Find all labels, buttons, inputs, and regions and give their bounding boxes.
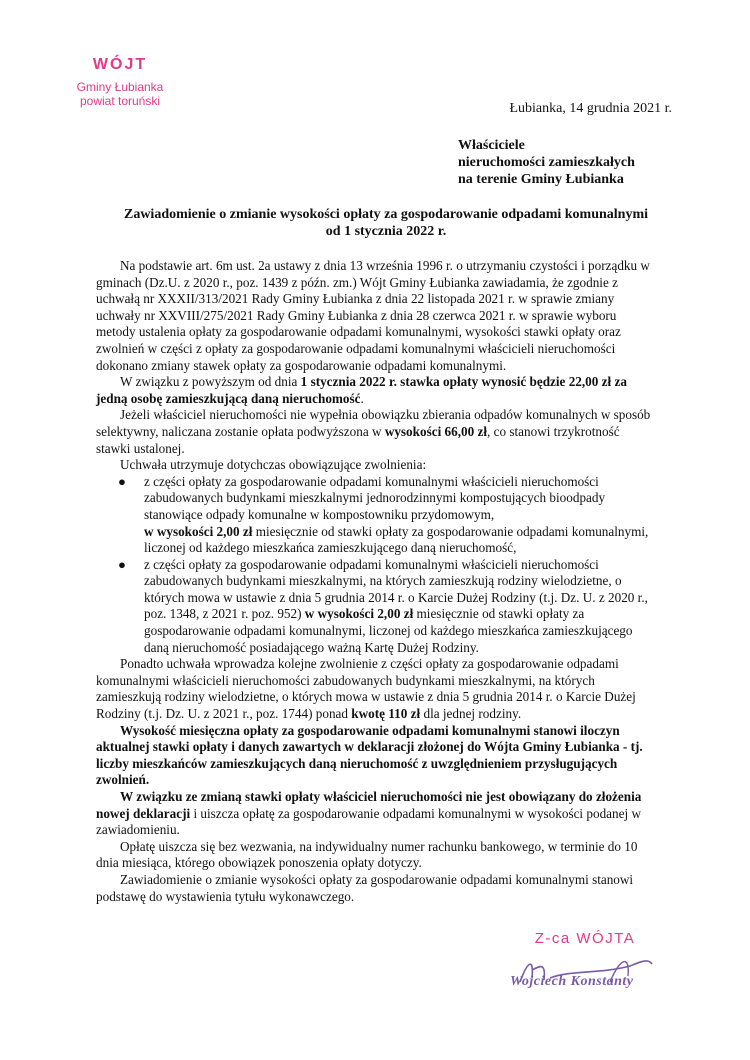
letter-body bbox=[96, 258, 656, 905]
exemption-compost-amount: w wysokości 2,00 zł bbox=[144, 523, 253, 539]
new-exemption-end: dla jednej rodziny. bbox=[420, 706, 522, 722]
letter-date: Łubianka, 14 grudnia 2021 r. bbox=[509, 101, 672, 116]
new-rate-end: . bbox=[360, 390, 364, 406]
increased-rate-intro: Jeżeli właściciel nieruchomości nie wypełnia obowiązku zbierania odpadów komunalnych w sposób selektywny, naliczana zostanie opłata podwyższona w bbox=[96, 407, 651, 439]
exemption-family-rest: miesięcznie od stawki opłaty za gospodarowanie odpadami komunalnymi, liczonej od każdego mieszkańca zamieszkującego daną nieruchomość posiadającego ważną Kartę Dużej Rodziny. bbox=[144, 606, 633, 655]
stamp-title: WÓJT bbox=[92, 56, 148, 73]
increased-rate-end: , co stanowi trzykrotność stawki ustalonej. bbox=[96, 423, 620, 456]
title-line-2: od 1 stycznia 2022 r. bbox=[325, 224, 447, 239]
no-declaration-text: W związku ze zmianą stawki opłaty właściciel nieruchomości nie jest obowiązany do złożenia nowej deklaracji bbox=[96, 789, 642, 821]
list-item bbox=[96, 557, 656, 657]
paragraph-exemptions-intro: Uchwała utrzymuje dotychczas obowiązujące zwolnienia: bbox=[120, 457, 427, 473]
exemption-compost-text: z części opłaty za gospodarowanie odpadami komunalnymi właścicieli nieruchomości zabudowanych budynkami mieszkalnymi jednorodzinnymi kompostujących bioodpady stanowiące odpady komunalne w kompostowniku przydomowym, bbox=[144, 473, 606, 522]
new-rate-intro: W związku z powyższym od dnia bbox=[120, 374, 301, 390]
stamp-line-1: Gminy Łubianka bbox=[76, 80, 164, 94]
addressee-line-1: Właściciele bbox=[458, 138, 525, 153]
signature-role: Z-ca WÓJTA bbox=[534, 930, 636, 947]
title-line-1: Zawiadomienie o zmianie wysokości opłaty za gospodarowanie odpadami komunalnymi bbox=[123, 207, 649, 222]
document-title bbox=[96, 206, 676, 240]
fee-calculation-text: Wysokość miesięczna opłaty za gospodarowanie odpadami komunalnymi stanowi iloczyn aktualnej stawki opłaty i danych zawartych w deklaracji złożonej do Wójta Gminy Łubianka - tj. liczby mieszkańców zamieszkujących daną nieruchomość z uwzględnieniem przysługujących zwolnień. bbox=[96, 722, 643, 788]
addressee bbox=[458, 137, 635, 188]
exemption-compost-rest: miesięcznie od stawki opłaty za gospodarowanie odpadami komunalnymi, liczonej od każdego mieszkańca zamieszkującego daną nieruchomość, bbox=[144, 523, 649, 556]
no-declaration-rest: i uiszcza opłatę za gospodarowanie odpadami komunalnymi w wysokości podanej w zawiadomieniu. bbox=[96, 805, 641, 838]
paragraph-new-exemption bbox=[96, 656, 656, 722]
exemptions-list bbox=[96, 474, 656, 657]
paragraph-increased-rate bbox=[96, 407, 656, 457]
addressee-line-2: nieruchomości zamieszkałych bbox=[458, 155, 635, 170]
addressee-line-3: na terenie Gminy Łubianka bbox=[458, 172, 624, 187]
paragraph-legal-basis: Na podstawie art. 6m ust. 2a ustawy z dnia 13 września 1996 r. o utrzymaniu czystości i porządku w gminach (Dz.U. z 2020 r., poz. 1439 z późn. zm.) Wójt Gminy Łubianka zawiadamia, że zgodnie z uchwałą nr XXXII/313/2021 Rady Gminy Łubianka z dnia 22 listopada 2021 r. w sprawie zmiany uchwały nr XXVIII/275/2021 Rady Gminy Łubianka z dnia 28 czerwca 2021 r. w sprawie wyboru metody ustalenia opłaty za gospodarowanie odpadami komunalnymi, wysokości stawki opłaty oraz zwolnień w części z opłaty za gospodarowanie odpadami komunalnymi właścicieli nieruchomości dokonano zmiany stawek opłaty za gospodarowanie odpadami komunalnymi. bbox=[96, 258, 650, 373]
new-exemption-amount: kwotę 110 zł bbox=[351, 706, 421, 722]
increased-rate-amount: wysokości 66,00 zł bbox=[384, 423, 488, 439]
new-exemption-text: Ponadto uchwała wprowadza kolejne zwolnienie z części opłaty za gospodarowanie odpadami komunalnymi właścicieli nieruchomości zabudowanych budynkami mieszkalnymi, na których zamieszkują rodziny wielodzietne, o których mowa w ustawie z dnia 5 grudnia 2014 r. o Karcie Dużej Rodziny (t.j. Dz. U. z 2021 r., poz. 1744) ponad bbox=[96, 656, 636, 722]
exemption-family-amount: w wysokości 2,00 zł bbox=[304, 606, 414, 622]
paragraph-fee-calculation bbox=[96, 723, 656, 789]
new-rate-amount: 1 stycznia 2022 r. stawka opłaty wynosić będzie 22,00 zł za jedną osobę zamieszkującą daną nieruchomość bbox=[96, 374, 627, 406]
paragraph-no-declaration bbox=[96, 789, 656, 839]
exemption-family-text: z części opłaty za gospodarowanie odpadami komunalnymi właścicieli nieruchomości zabudowanych budynkami mieszkalnymi, na których zamieszkują rodziny wielodzietne, o których mowa w ustawie z dnia 5 grudnia 2014 r. o Karcie Dużej Rodziny (t.j. Dz. U. z 2020 r., poz. 1348, z 2021 r. poz. 952) bbox=[144, 556, 648, 622]
office-stamp bbox=[50, 56, 190, 108]
paragraph-new-rate bbox=[96, 374, 656, 407]
bullet-icon: ● bbox=[118, 473, 126, 489]
stamp-line-2: powiat toruński bbox=[79, 94, 161, 108]
paragraph-payment: Opłatę uiszcza się bez wezwania, na indywidualny numer rachunku bankowego, w terminie do 10 dnia miesiąca, którego obowiązek ponoszenia opłaty dotyczy. bbox=[96, 838, 638, 871]
signature-block bbox=[490, 930, 670, 989]
paragraph-enforcement: Zawiadomienie o zmianie wysokości opłaty za gospodarowanie odpadami komunalnymi stanowi podstawę do wystawienia tytułu wykonawczego. bbox=[96, 871, 634, 904]
signature-name: Wojciech Konstanty bbox=[510, 974, 634, 989]
bullet-icon: ● bbox=[118, 556, 126, 572]
list-item bbox=[96, 474, 656, 557]
